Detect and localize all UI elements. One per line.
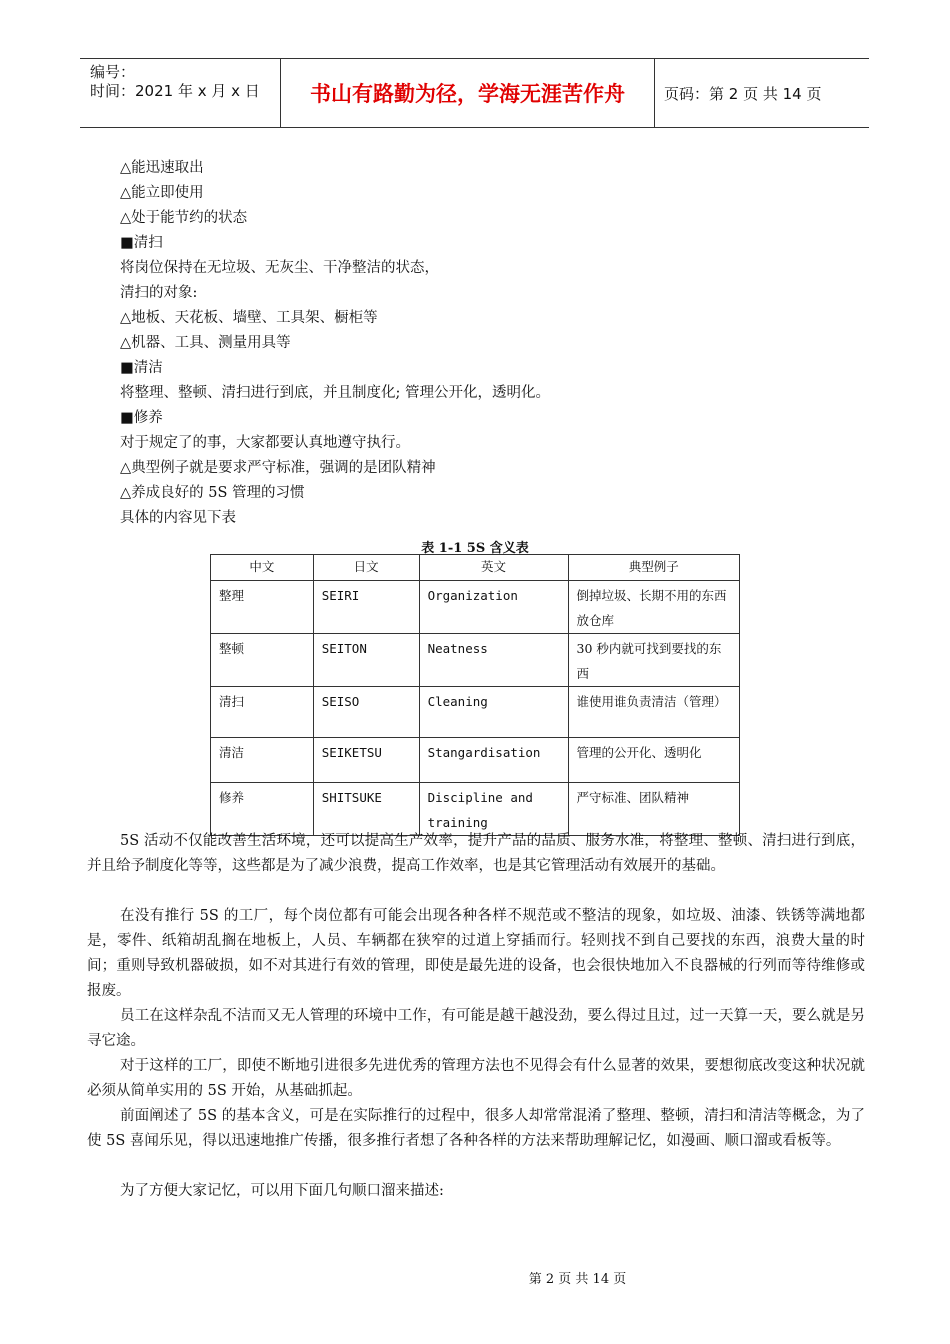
body-line: 将岗位保持在无垃圾、无灰尘、干净整洁的状态， [120,260,439,276]
table-cell: 管理的公开化、透明化 [568,738,740,783]
page-footer: 第 2 页 共 14 页 [528,1272,627,1287]
date-label: 时间：2021 年 x 月 x 日 [90,82,260,100]
header-motto-cell [280,59,655,127]
table-header: 中文 [211,555,314,581]
body-line: △能立即使用 [120,185,204,201]
body-line: 将整理、整顿、清扫进行到底，并且制度化; 管理公开化，透明化。 [120,385,550,401]
5s-table [210,554,740,836]
body-line: △典型例子就是要求严守标准，强调的是团队精神 [120,460,436,476]
body-line: △能迅速取出 [120,160,204,176]
section-heading: ■修养 [120,410,163,426]
table-cell: 清扫 [211,687,314,738]
table-cell: 倒掉垃圾、长期不用的东西放仓库 [568,581,740,634]
table-cell: 修养 [211,783,314,836]
page-code: 页码：第 2 页 共 14 页 [664,84,822,103]
table-row [211,687,740,738]
table-header: 典型例子 [568,555,740,581]
table-header-row [211,555,740,581]
table-row [211,738,740,783]
table-cell: Neatness [419,634,568,687]
table-cell: Cleaning [419,687,568,738]
table-cell: Stangardisation [419,738,568,783]
paragraph: 5S 活动不仅能改善生活环境，还可以提高生产效率，提升产品的品质、服务水准，将整理、整顿、清扫进行到底，并且给予制度化等等，这些都是为了减少浪费，提高工作效率，也是其它管理活动有效展开的基础。 [87,833,865,874]
paragraph: 员工在这样杂乱不洁而又无人管理的环境中工作，有可能是越干越没劲，要么得过且过，过一天算一天，要么就是另寻它途。 [87,1008,865,1049]
table-cell: 30 秒内就可找到要找的东西 [568,634,740,687]
table-cell: Discipline and training [419,783,568,836]
table-header: 英文 [419,555,568,581]
id-label: 编号： [90,63,136,81]
paragraph: 在没有推行 5S 的工厂，每个岗位都有可能会出现各种各样不规范或不整洁的现象，如垃圾、油漆、铁锈等满地都是，零件、纸箱胡乱搁在地板上，人员、车辆都在狭窄的过道上穿插而行。轻则找不到自己要找的东西，浪费大量的时间；重则导致机器破损，如不对其进行有效的管理，即使是最先进的设备，也会很快地加入不良器械的行列而等待维修或报废。 [87,908,865,999]
table-row [211,581,740,634]
table-cell: 整顿 [211,634,314,687]
body-line: 清扫的对象: [120,285,198,301]
motto: 书山有路勤为径，学海无涯苦作舟 [310,82,625,106]
table-cell: SEISO [313,687,419,738]
body-line: △养成良好的 5S 管理的习惯 [120,485,305,501]
body-lines [120,156,870,531]
table-cell: SEIRI [313,581,419,634]
page-header [80,58,869,128]
paragraph: 前面阐述了 5S 的基本含义，可是在实际推行的过程中，很多人却常常混淆了整理、整顿，清扫和清洁等概念，为了使 5S 喜闻乐见，得以迅速地推广传播，很多推行者想了各种各样的方法来帮助理解记忆，如漫画、顺口溜或看板等。 [87,1108,865,1149]
header-meta [80,59,280,127]
paragraph: 对于这样的工厂，即使不断地引进很多先进优秀的管理方法也不见得会有什么显著的效果，要想彻底改变这种状况就必须从简单实用的 5S 开始，从基础抓起。 [87,1058,865,1099]
table-cell: 清洁 [211,738,314,783]
table-cell: SHITSUKE [313,783,419,836]
table-cell: Organization [419,581,568,634]
table-cell: 严守标准、团队精神 [568,783,740,836]
table-row [211,783,740,836]
paragraph: 为了方便大家记忆，可以用下面几句顺口溜来描述: [120,1183,444,1199]
body-line: 对于规定了的事，大家都要认真地遵守执行。 [120,435,410,451]
body-line: △地板、天花板、墙壁、工具架、橱柜等 [120,310,378,326]
body-line: △机器、工具、测量用具等 [120,335,291,351]
body-line: △处于能节约的状态 [120,210,248,226]
table-row [211,634,740,687]
table-caption: 表 1-1 5S 含义表 [421,541,529,556]
header-page-cell [654,59,869,127]
table-cell: SEITON [313,634,419,687]
body-line: 具体的内容见下表 [120,510,236,526]
section-heading: ■清扫 [120,235,163,251]
table-cell: SEIKETSU [313,738,419,783]
table-header: 日文 [313,555,419,581]
table-cell: 整理 [211,581,314,634]
table-cell: 谁使用谁负责清洁（管理） [568,687,740,738]
section-heading: ■清洁 [120,360,163,376]
